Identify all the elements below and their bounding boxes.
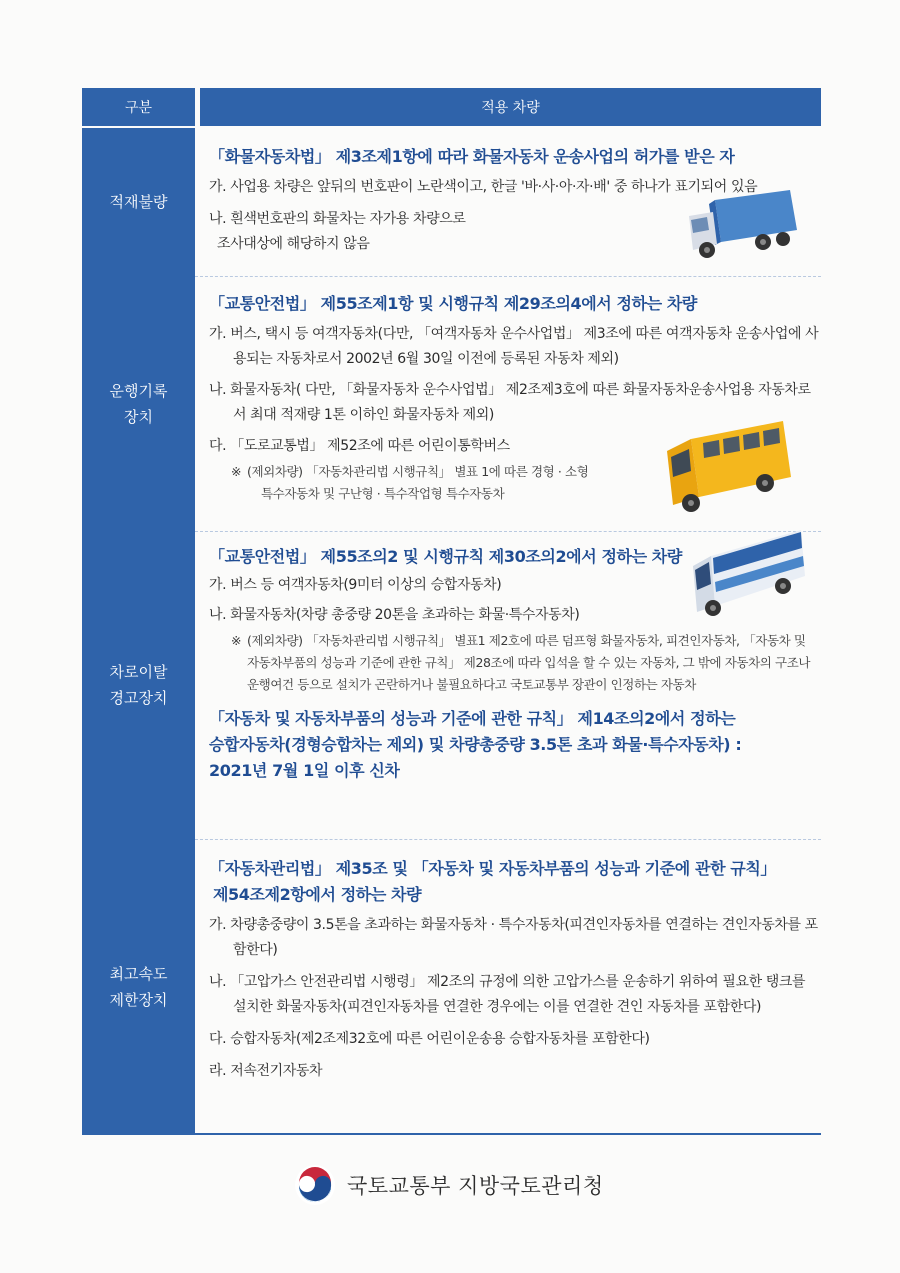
header-vehicles: 적용 차량 (200, 88, 821, 126)
list-item: 나. 화물자동차( 다만, 「화물자동차 운수사업법」 제2조제3호에 따른 화물자동차운송사업용 자동차로서 최대 적재량 1톤 이하인 화물자동차 제외) (209, 382, 811, 423)
row-heading (209, 856, 821, 908)
row-heading: 「교통안전법」 제55조제1항 및 시행규칙 제29조의4에서 정하는 차량 (209, 294, 697, 313)
category-tachograph (82, 276, 195, 531)
vehicle-table (82, 88, 821, 1135)
category-line: 차로이탈 (109, 663, 168, 681)
note-text: (제외차량) 「자동차관리법 시행규칙」 별표1 제2호에 따른 덤프형 화물자동차, 피견인자동차, 「자동차 및 자동차부품의 성능과 기준에 관한 규칙」 제28조에 따라 입석을 할 수 있는 자동차, 그 밖에 자동차의 구조나 운행여건 등으로 설치가 곤란하거나 불필요하다고 국토교통부 장관이 인정하는 자동차 (247, 633, 811, 692)
heading-line: 2021년 7월 1일 이후 신차 (209, 761, 400, 780)
header-category: 구분 (82, 88, 195, 126)
list-item: 가. 버스, 택시 등 여객자동차(다만, 「여객자동차 운수사업법」 제3조에 따른 여객자동차 운송사업에 사용되는 자동차로서 2002년 6월 30일 이전에 등록된 자동차 제외) (209, 326, 819, 367)
list-item: 나. 흰색번호판의 화물차는 자가용 차량으로 (209, 211, 466, 227)
list-item: 다. 「도로교통법」 제52조에 따른 어린이통학버스 (209, 438, 510, 454)
row-heading: 「화물자동차법」 제3조제1항에 따라 화물자동차 운송사업의 허가를 받은 자 (209, 147, 735, 166)
row-tachograph (82, 276, 821, 531)
category-speed-limiter (82, 839, 195, 1135)
truck-illustration (685, 190, 803, 262)
row-load-body (195, 128, 821, 276)
heading-line: 승합자동차(경형승합차는 제외) 및 차량총중량 3.5톤 초과 화물·특수자동차) : (209, 735, 742, 754)
category-line: 경고장치 (109, 689, 168, 707)
note-text: 특수자동차 및 구난형 · 특수작업형 특수자동차 (261, 486, 505, 501)
row-tachograph-body (195, 276, 821, 531)
government-emblem-icon (293, 1163, 337, 1207)
footer (293, 1163, 604, 1207)
category-line: 운행기록 (109, 381, 168, 400)
note-mark: ※ (231, 464, 242, 479)
row-lane-departure (82, 531, 821, 839)
heading-line: 「자동차 및 자동차부품의 성능과 기준에 관한 규칙」 제14조의2에서 정하는 (209, 709, 736, 728)
row-heading: 「교통안전법」 제55조의2 및 시행규칙 제30조의2에서 정하는 차량 (209, 547, 682, 566)
row-heading-2 (209, 706, 821, 784)
list-item: 라. 저속전기자동차 (209, 1063, 323, 1079)
row-lane-departure-body (195, 531, 821, 839)
category-load: 적재불량 (82, 128, 195, 276)
list-item: 가. 버스 등 여객자동차(9미터 이상의 승합자동차) (209, 577, 502, 593)
category-line: 제한장치 (109, 991, 168, 1009)
category-lane-departure (82, 531, 195, 839)
table-header (82, 88, 821, 126)
list-item: 조사대상에 해당하지 않음 (217, 236, 370, 252)
category-line: 장치 (124, 407, 153, 426)
row-speed-limiter (82, 839, 821, 1135)
list-item: 가. 차량총중량이 3.5톤을 초과하는 화물자동차 · 특수자동차(피견인자동차를 연결하는 견인자동차를 포함한다) (209, 917, 818, 958)
heading-line: 「자동차관리법」 제35조 및 「자동차 및 자동차부품의 성능과 기준에 관한 규칙」 (209, 859, 777, 878)
school-bus-illustration (663, 417, 795, 517)
org-name: 국토교통부 지방국토관리청 (347, 1174, 604, 1198)
table-bottom-rule (82, 1133, 821, 1135)
row-speed-limiter-body (195, 839, 821, 1135)
list-item: 가. 사업용 차량은 앞뒤의 번호판이 노란색이고, 한글 '바·사·아·자·배' 중 하나가 표기되어 있음 (209, 179, 758, 195)
note-mark: ※ (231, 633, 242, 648)
city-bus-illustration (691, 526, 809, 618)
heading-line: 제54조제2항에서 정하는 차량 (213, 885, 422, 904)
list-item: 나. 화물자동차(차량 총중량 20톤을 초과하는 화물·특수자동차) (209, 607, 580, 623)
exclusion-note (209, 630, 821, 696)
row-load (82, 128, 821, 276)
category-line: 최고속도 (109, 965, 168, 983)
note-text: (제외차량) 「자동차관리법 시행규칙」 별표 1에 따른 경형 · 소형 (247, 464, 589, 479)
list-item: 나. 「고압가스 안전관리법 시행령」 제2조의 규정에 의한 고압가스를 운송하기 위하여 필요한 탱크를 설치한 화물자동차(피견인자동차를 연결한 경우에는 이를 연결한 견인 자동차를 포함한다) (209, 974, 806, 1015)
list-item: 다. 승합자동차(제2조제32호에 따른 어린이운송용 승합자동차를 포함한다) (209, 1031, 650, 1047)
